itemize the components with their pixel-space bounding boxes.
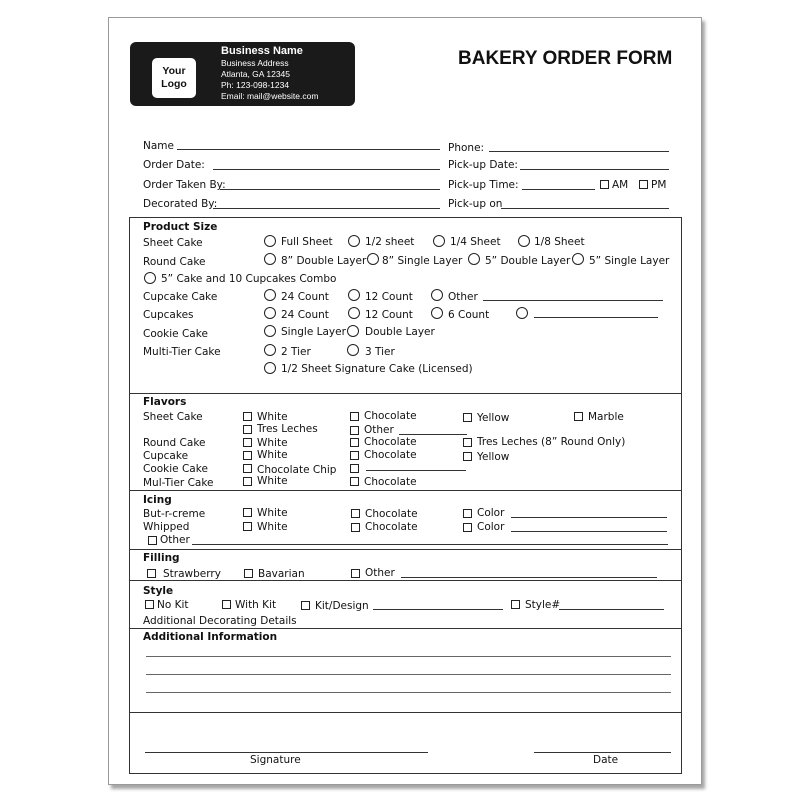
filling-other-field[interactable] [401,577,657,578]
flavor-round-chocolate-label: Chocolate [364,436,417,448]
style-no-kit-checkbox[interactable] [145,600,154,609]
style-number-label: Style# [525,599,561,611]
cupcakes-6-label: 6 Count [448,309,490,321]
cupcake-cake-12-label: 12 Count [365,291,413,303]
icing-whipped-label: Whipped [143,521,190,533]
three-tier-label: 3 Tier [365,346,395,358]
flavor-sheet-tres-checkbox[interactable] [243,425,252,434]
icing-butrcreme-chocolate-checkbox[interactable] [351,509,360,518]
flavor-cupcake-yellow-checkbox[interactable] [463,452,472,461]
double-layer-label: Double Layer [365,326,435,338]
additional-info-line-3[interactable] [146,692,671,693]
flavor-cupcake-chocolate-checkbox[interactable] [350,451,359,460]
business-address: Business Address [221,58,289,68]
name-label: Name [143,140,174,152]
flavor-round-chocolate-checkbox[interactable] [350,438,359,447]
flavor-mul-tier-label: Mul-Tier Cake [143,477,214,489]
icing-whipped-white-checkbox[interactable] [243,522,252,531]
flavor-round-white-checkbox[interactable] [243,438,252,447]
style-kit-design-checkbox[interactable] [301,601,310,610]
style-kit-design-label: Kit/Design [315,600,369,612]
round-5-double-label: 5” Double Layer [485,255,571,267]
cupcake-cake-24-radio[interactable] [264,289,276,301]
cupcakes-24-radio[interactable] [264,307,276,319]
cupcake-cake-other-field[interactable] [483,300,663,301]
cupcakes-label: Cupcakes [143,309,194,321]
order-taken-by-field[interactable] [220,189,440,190]
round-8-double-radio[interactable] [264,253,276,265]
business-name: Business Name [221,45,303,57]
cupcakes-custom-field[interactable] [534,317,658,318]
filling-bavarian-label: Bavarian [258,568,305,580]
round-5-single-label: 5” Single Layer [589,255,670,267]
pickup-on-field[interactable] [501,208,669,209]
icing-butrcreme-color-checkbox[interactable] [463,509,472,518]
am-label: AM [612,179,629,191]
round-cake-label: Round Cake [143,256,206,268]
double-layer-radio[interactable] [347,325,359,337]
filling-other-label: Other [365,567,395,579]
flavor-sheet-white-label: White [257,411,288,423]
icing-other-label: Other [160,534,190,546]
sheet-cake-label: Sheet Cake [143,237,203,249]
flavor-cookie-cake-label: Cookie Cake [143,463,208,475]
flavor-sheet-white-checkbox[interactable] [243,412,252,421]
single-layer-radio[interactable] [264,325,276,337]
divider-icing [129,490,682,491]
flavor-chocolate-chip-checkbox[interactable] [243,464,252,473]
cupcakes-12-radio[interactable] [348,307,360,319]
icing-whipped-white-label: White [257,521,288,533]
flavor-round-tres-checkbox[interactable] [463,438,472,447]
flavor-sheet-yellow-label: Yellow [477,412,510,424]
icing-whipped-color-label: Color [477,521,505,533]
business-city: Atlanta, GA 12345 [221,69,290,79]
signature-cake-label: 1/2 Sheet Signature Cake (Licensed) [281,363,473,375]
business-email: Email: mail@website.com [221,91,319,101]
combo-label: 5” Cake and 10 Cupcakes Combo [161,273,337,285]
icing-butrcreme-color-field[interactable] [511,517,667,518]
eighth-sheet-label: 1/8 Sheet [534,236,585,248]
flavor-cupcake-white-checkbox[interactable] [243,451,252,460]
cupcake-cake-label: Cupcake Cake [143,291,218,303]
flavor-round-cake-label: Round Cake [143,437,206,449]
pickup-time-label: Pick-up Time: [448,179,519,191]
order-date-field[interactable] [213,169,440,170]
icing-butrcreme-chocolate-label: Chocolate [365,508,418,520]
icing-whipped-chocolate-label: Chocolate [365,521,418,533]
flavor-sheet-other-label: Other [364,424,394,436]
flavor-cupcake-chocolate-label: Chocolate [364,449,417,461]
flavor-chocolate-chip-label: Chocolate Chip [257,464,337,476]
divider-additional [129,628,682,629]
flavor-cupcake-yellow-label: Yellow [477,451,510,463]
flavors-heading: Flavors [143,396,187,408]
round-8-single-radio[interactable] [367,253,379,265]
style-kit-design-field[interactable] [373,609,503,610]
pickup-on-label: Pick-up on [448,198,503,210]
round-5-double-radio[interactable] [468,253,480,265]
filling-strawberry-checkbox[interactable] [147,569,156,578]
cupcake-cake-other-label: Other [448,291,478,303]
three-tier-radio[interactable] [347,344,359,356]
date-field[interactable] [534,752,671,753]
flavor-sheet-chocolate-checkbox[interactable] [350,412,359,421]
additional-info-heading: Additional Information [143,631,278,643]
decorated-by-label: Decorated By: [143,198,218,210]
flavor-sheet-other-checkbox[interactable] [350,426,359,435]
icing-butrcreme-white-label: White [257,507,288,519]
icing-whipped-color-checkbox[interactable] [463,523,472,532]
product-size-heading: Product Size [143,221,218,233]
flavor-round-white-label: White [257,437,288,449]
icing-other-checkbox[interactable] [148,536,157,545]
combo-radio[interactable] [144,272,156,284]
cupcake-cake-other-radio[interactable] [431,289,443,301]
order-taken-by-label: Order Taken By: [143,179,226,191]
icing-whipped-color-field[interactable] [511,531,667,532]
flavor-cupcake-label: Cupcake [143,450,189,462]
cupcakes-12-label: 12 Count [365,309,413,321]
style-with-kit-label: With Kit [235,599,277,611]
signature-cake-radio[interactable] [264,362,276,374]
filling-strawberry-label: Strawberry [163,568,221,580]
half-sheet-radio[interactable] [348,235,360,247]
business-header [130,42,355,106]
am-checkbox[interactable] [600,180,609,189]
cupcakes-24-label: 24 Count [281,309,329,321]
flavor-sheet-tres-label: Tres Leches [257,423,318,435]
multi-tier-label: Multi-Tier Cake [143,346,221,358]
flavor-round-tres-label: Tres Leches (8” Round Only) [477,436,626,448]
date-label: Date [593,754,619,766]
quarter-sheet-radio[interactable] [433,235,445,247]
additional-info-line-2[interactable] [146,674,671,675]
icing-butrcreme-white-checkbox[interactable] [243,508,252,517]
flavor-mul-white-label: White [257,475,288,487]
name-field[interactable] [177,149,440,150]
divider-flavors [129,393,682,394]
round-8-single-label: 8” Single Layer [382,255,463,267]
half-sheet-label: 1/2 sheet [365,236,415,248]
eighth-sheet-radio[interactable] [518,235,530,247]
quarter-sheet-label: 1/4 Sheet [450,236,501,248]
business-phone: Ph: 123-098-1234 [221,80,290,90]
round-5-single-radio[interactable] [572,253,584,265]
flavor-mul-chocolate-label: Chocolate [364,476,417,488]
cookie-cake-label: Cookie Cake [143,328,208,340]
icing-butrcreme-color-label: Color [477,507,505,519]
icing-heading: Icing [143,494,172,506]
signature-label: Signature [250,754,301,766]
additional-decorating-label: Additional Decorating Details [143,615,297,627]
cupcake-cake-12-radio[interactable] [348,289,360,301]
phone-field[interactable] [489,151,669,152]
round-8-double-label: 8” Double Layer [281,255,367,267]
style-heading: Style [143,585,174,597]
two-tier-label: 2 Tier [281,346,311,358]
divider-filling [129,549,682,550]
icing-whipped-chocolate-checkbox[interactable] [351,523,360,532]
single-layer-label: Single Layer [281,326,346,338]
flavor-cupcake-white-label: White [257,449,288,461]
flavor-cookie-custom-field[interactable] [366,470,466,471]
flavor-sheet-other-field[interactable] [399,434,467,435]
pickup-date-label: Pick-up Date: [448,159,518,171]
order-form-sheet [108,17,702,785]
cupcake-cake-24-label: 24 Count [281,291,329,303]
flavor-mul-chocolate-checkbox[interactable] [350,477,359,486]
flavor-sheet-marble-label: Marble [588,411,624,423]
pm-checkbox[interactable] [639,180,648,189]
full-sheet-label: Full Sheet [281,236,333,248]
filling-bavarian-checkbox[interactable] [244,569,253,578]
style-no-kit-label: No Kit [157,599,189,611]
flavor-sheet-marble-checkbox[interactable] [574,412,583,421]
cupcakes-6-radio[interactable] [431,307,443,319]
flavor-sheet-cake-label: Sheet Cake [143,411,203,423]
phone-label: Phone: [448,142,485,154]
filling-heading: Filling [143,552,180,564]
flavor-sheet-yellow-checkbox[interactable] [463,413,472,422]
full-sheet-radio[interactable] [264,235,276,247]
pm-label: PM [651,179,667,191]
style-number-field[interactable] [559,609,664,610]
divider-signature [129,712,682,713]
flavor-cookie-custom-checkbox[interactable] [350,464,359,473]
business-info [221,45,318,102]
style-number-checkbox[interactable] [511,600,520,609]
logo-text-line2: Logo [161,78,187,90]
logo-placeholder [152,58,196,98]
form-title: BAKERY ORDER FORM [458,48,673,69]
filling-other-checkbox[interactable] [351,569,360,578]
style-with-kit-checkbox[interactable] [222,600,231,609]
flavor-sheet-chocolate-label: Chocolate [364,410,417,422]
additional-info-line-1[interactable] [146,656,671,657]
signature-field[interactable] [145,752,428,753]
decorated-by-field[interactable] [213,208,440,209]
pickup-time-field[interactable] [522,189,595,190]
icing-butrcreme-label: But-r-creme [143,508,206,520]
order-date-label: Order Date: [143,159,205,171]
flavor-mul-white-checkbox[interactable] [243,477,252,486]
pickup-date-field[interactable] [520,169,669,170]
icing-other-field[interactable] [192,544,668,545]
cupcakes-custom-radio[interactable] [516,307,528,319]
logo-text-line1: Your [162,65,186,77]
two-tier-radio[interactable] [264,344,276,356]
